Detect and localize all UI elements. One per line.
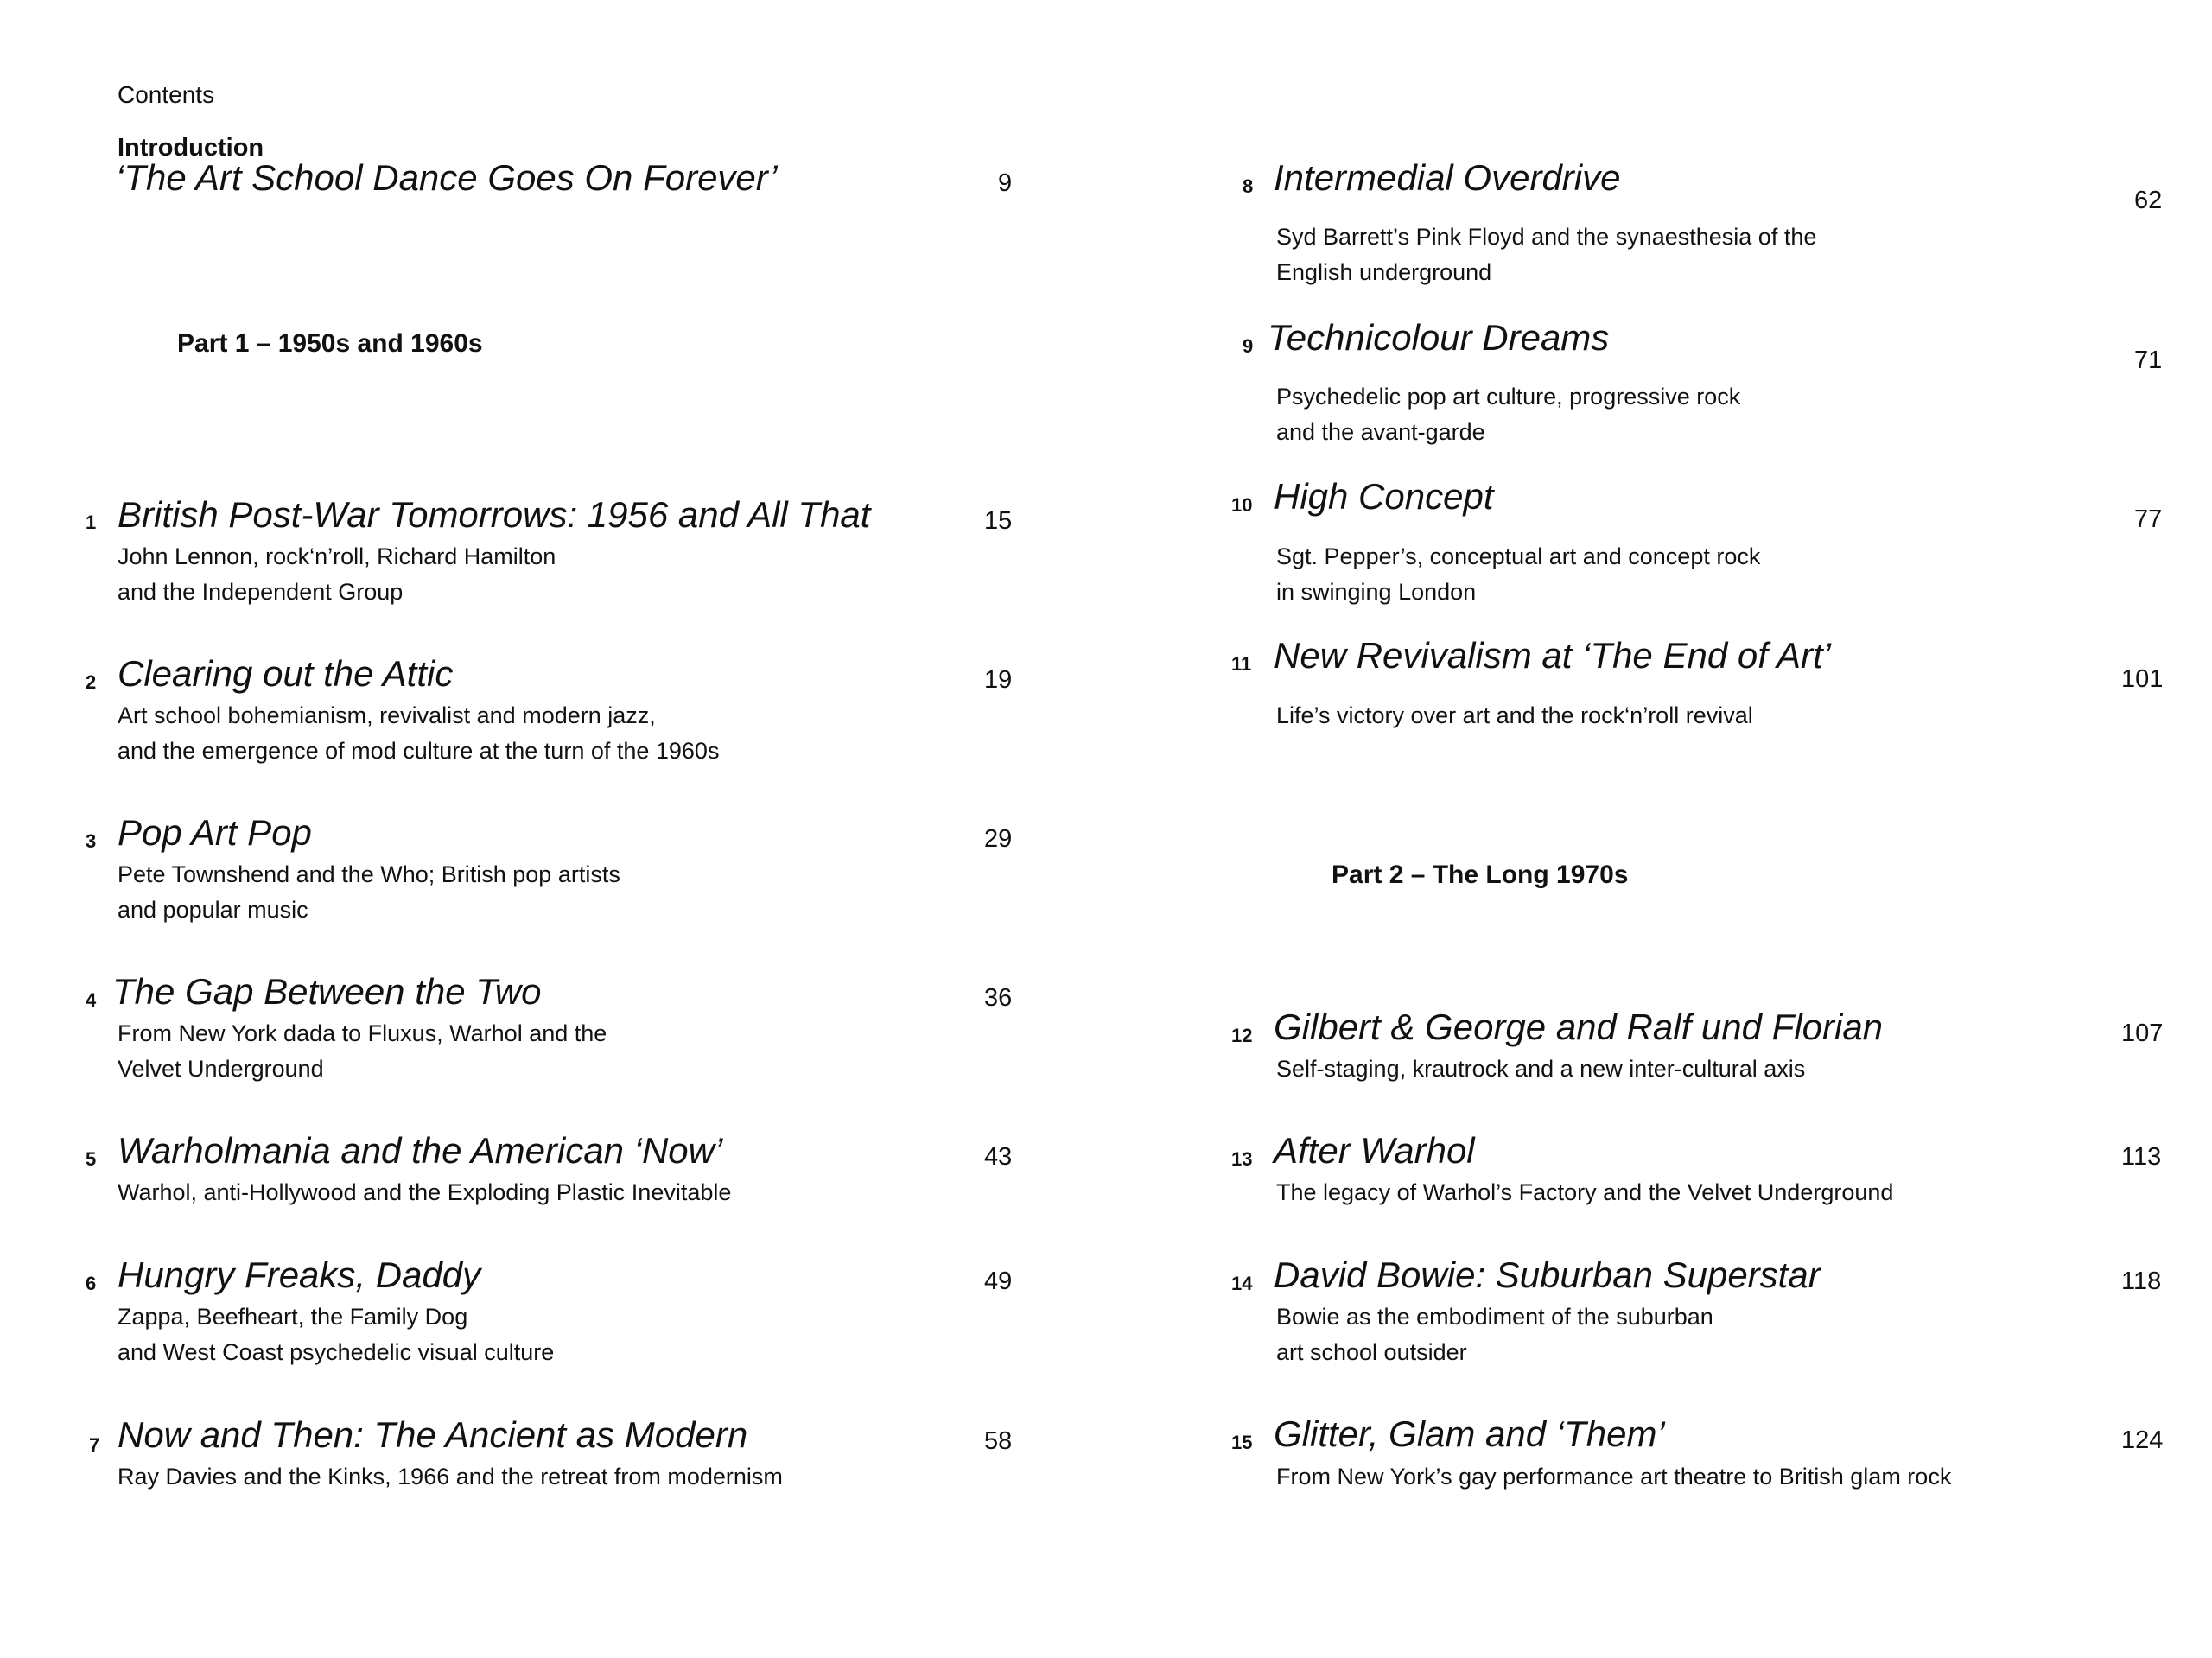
chapter-page-number: 113 — [2121, 1143, 2162, 1171]
chapter-number: 13 — [1231, 1148, 1253, 1170]
chapter-title[interactable]: British Post-War Tomorrows: 1956 and All That — [118, 494, 871, 535]
chapter-page-number: 118 — [2121, 1267, 2162, 1295]
introduction-label: Introduction — [118, 134, 264, 162]
chapter-description: Bowie as the embodiment of the suburban art school outsider — [1276, 1304, 1713, 1365]
chapter-page-number: 29 — [984, 825, 1013, 853]
chapter-number: 15 — [1231, 1432, 1253, 1453]
chapter-title[interactable]: The Gap Between the Two — [112, 971, 542, 1012]
chapter-title[interactable]: New Revivalism at ‘The End of Art’ — [1274, 635, 1831, 676]
chapter-page-number: 71 — [2134, 346, 2163, 374]
chapter-page-number: 101 — [2121, 665, 2164, 693]
chapter-description: Art school bohemianism, revivalist and modern jazz, and the emergence of mod culture at the turn of the 1960s — [118, 702, 720, 764]
chapter-description: Ray Davies and the Kinks, 1966 and the retreat from modernism — [118, 1464, 783, 1490]
chapter-number: 1 — [86, 511, 97, 533]
chapter-page-number: 77 — [2134, 505, 2163, 533]
chapter-description: Self-staging, krautrock and a new inter-cultural axis — [1276, 1056, 1806, 1082]
contents-heading: Contents — [118, 81, 215, 108]
chapter-page-number: 36 — [984, 984, 1013, 1012]
chapter-title[interactable]: High Concept — [1274, 476, 1494, 517]
chapter-number: 9 — [1243, 335, 1254, 357]
chapter-title[interactable]: Clearing out the Attic — [118, 653, 454, 694]
chapter-description: Syd Barrett’s Pink Floyd and the synaesthesia of the English underground — [1276, 224, 1817, 285]
chapter-number: 11 — [1231, 653, 1252, 675]
chapter-number: 7 — [89, 1434, 100, 1456]
chapter-title[interactable]: Pop Art Pop — [118, 812, 312, 853]
chapter-number: 6 — [86, 1273, 97, 1294]
chapter-page-number: 124 — [2121, 1426, 2164, 1454]
chapter-page-number: 107 — [2121, 1020, 2164, 1047]
introduction-title[interactable]: ‘The Art School Dance Goes On Forever’ — [116, 157, 778, 198]
chapter-title[interactable]: Technicolour Dreams — [1268, 317, 1610, 358]
chapter-page-number: 15 — [984, 507, 1013, 535]
chapter-number: 10 — [1231, 494, 1253, 516]
chapter-title[interactable]: Hungry Freaks, Daddy — [118, 1255, 481, 1295]
chapter-number: 5 — [86, 1148, 97, 1170]
chapter-page-number: 49 — [984, 1267, 1013, 1295]
chapter-title[interactable]: Gilbert & George and Ralf und Florian — [1274, 1007, 1884, 1047]
chapter-page-number: 19 — [984, 666, 1013, 694]
introduction-page-number: 9 — [998, 169, 1013, 197]
chapter-number: 2 — [86, 671, 97, 693]
chapter-description: The legacy of Warhol’s Factory and the Velvet Underground — [1276, 1179, 1894, 1205]
part-2-heading: Part 2 – The Long 1970s — [1332, 861, 1629, 889]
chapter-title[interactable]: Intermedial Overdrive — [1274, 157, 1621, 198]
chapter-title[interactable]: David Bowie: Suburban Superstar — [1274, 1255, 1821, 1295]
chapter-description: Pete Townshend and the Who; British pop artists and popular music — [118, 861, 620, 923]
chapter-description: Zappa, Beefheart, the Family Dog and West Coast psychedelic visual culture — [118, 1304, 555, 1365]
chapter-number: 8 — [1243, 175, 1254, 197]
chapter-title[interactable]: Now and Then: The Ancient as Modern — [118, 1414, 748, 1455]
chapter-description: From New York’s gay performance art theatre to British glam rock — [1276, 1464, 1952, 1490]
chapter-description: Warhol, anti-Hollywood and the Exploding Plastic Inevitable — [118, 1179, 732, 1205]
chapter-page-number: 62 — [2134, 187, 2163, 214]
chapter-description: John Lennon, rock‘n’roll, Richard Hamilton and the Independent Group — [118, 543, 556, 605]
chapter-description: Sgt. Pepper’s, conceptual art and concept rock in swinging London — [1276, 543, 1761, 605]
part-1-heading: Part 1 – 1950s and 1960s — [177, 329, 483, 358]
chapter-page-number: 58 — [984, 1427, 1013, 1455]
chapter-number: 4 — [86, 989, 97, 1011]
chapter-description: Life’s victory over art and the rock‘n’roll revival — [1276, 702, 1753, 728]
chapter-number: 3 — [86, 830, 97, 852]
chapter-number: 12 — [1231, 1025, 1253, 1046]
chapter-description: From New York dada to Fluxus, Warhol and the Velvet Underground — [118, 1020, 607, 1082]
chapter-title[interactable]: After Warhol — [1274, 1130, 1475, 1171]
chapter-description: Psychedelic pop art culture, progressive rock and the avant-garde — [1276, 384, 1741, 445]
chapter-page-number: 43 — [984, 1143, 1013, 1171]
chapter-number: 14 — [1231, 1273, 1253, 1294]
chapter-title[interactable]: Glitter, Glam and ‘Them’ — [1274, 1413, 1665, 1454]
chapter-title[interactable]: Warholmania and the American ‘Now’ — [118, 1130, 723, 1171]
